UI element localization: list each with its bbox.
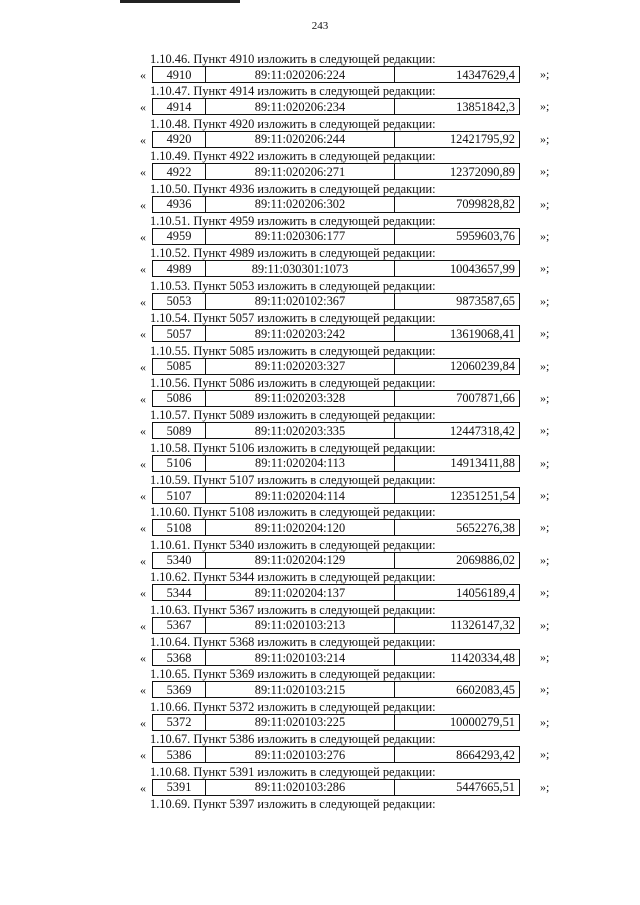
open-quote: «	[140, 262, 146, 277]
entry-heading: 1.10.64. Пункт 5368 изложить в следующей редакции:	[150, 635, 436, 650]
cadastral-number: 89:11:020206:224	[206, 67, 395, 83]
open-quote: «	[140, 391, 146, 406]
amendment-entry	[140, 408, 560, 440]
cadastral-value: 6602083,45	[395, 682, 520, 698]
entry-table	[152, 519, 520, 536]
entry-row	[140, 66, 560, 83]
entry-row	[140, 422, 560, 439]
entry-row	[140, 163, 560, 180]
table-row	[153, 488, 520, 504]
cadastral-number: 89:11:020203:327	[206, 358, 395, 374]
entry-row	[140, 293, 560, 310]
entry-table	[152, 260, 520, 277]
entry-row	[140, 746, 560, 763]
entry-heading: 1.10.68. Пункт 5391 изложить в следующей редакции:	[150, 764, 436, 779]
entry-heading: 1.10.46. Пункт 4910 изложить в следующей редакции:	[150, 52, 436, 66]
close-quote: »;	[540, 261, 550, 276]
cadastral-number: 89:11:020103:213	[206, 617, 395, 633]
table-row	[153, 261, 520, 277]
close-quote: »;	[540, 228, 550, 243]
cadastral-number: 89:11:020206:244	[206, 131, 395, 147]
item-number: 5369	[153, 682, 206, 698]
open-quote: «	[140, 618, 146, 633]
open-quote: «	[140, 456, 146, 471]
entry-row	[140, 131, 560, 148]
open-quote: «	[140, 489, 146, 504]
item-number: 4910	[153, 67, 206, 83]
open-quote: «	[140, 780, 146, 795]
amendment-entry	[140, 635, 560, 667]
cadastral-value: 12372090,89	[395, 164, 520, 180]
cadastral-value: 12351251,54	[395, 488, 520, 504]
item-number: 5107	[153, 488, 206, 504]
entry-table	[152, 163, 520, 180]
amendment-entry	[140, 441, 560, 473]
table-row	[153, 326, 520, 342]
table-row	[153, 552, 520, 568]
entry-table	[152, 66, 520, 83]
table-row	[153, 455, 520, 471]
open-quote: «	[140, 229, 146, 244]
entry-heading: 1.10.54. Пункт 5057 изложить в следующей редакции:	[150, 311, 436, 326]
cadastral-number: 89:11:020206:302	[206, 196, 395, 212]
entry-row	[140, 455, 560, 472]
item-number: 5368	[153, 650, 206, 666]
entry-table	[152, 325, 520, 342]
cadastral-number: 89:11:020204:120	[206, 520, 395, 536]
entry-table	[152, 293, 520, 310]
entry-row	[140, 519, 560, 536]
open-quote: «	[140, 327, 146, 342]
close-quote: »;	[540, 196, 550, 211]
cadastral-value: 13851842,3	[395, 99, 520, 115]
amendment-entry	[140, 538, 560, 570]
item-number: 4989	[153, 261, 206, 277]
entry-row	[140, 681, 560, 698]
open-quote: «	[140, 100, 146, 115]
table-row	[153, 682, 520, 698]
entry-row	[140, 714, 560, 731]
open-quote: «	[140, 748, 146, 763]
open-quote: «	[140, 586, 146, 601]
close-quote: »;	[540, 747, 550, 762]
amendment-entry	[140, 84, 560, 116]
cadastral-number: 89:11:020203:335	[206, 423, 395, 439]
table-row	[153, 714, 520, 730]
entries-list	[140, 52, 560, 797]
close-quote: »;	[540, 131, 550, 146]
entry-row	[140, 617, 560, 634]
amendment-entry	[140, 667, 560, 699]
open-quote: «	[140, 165, 146, 180]
close-quote: »;	[540, 779, 550, 794]
cadastral-value: 14056189,4	[395, 585, 520, 601]
entry-table	[152, 779, 520, 796]
open-quote: «	[140, 521, 146, 536]
entry-table	[152, 196, 520, 213]
table-row	[153, 520, 520, 536]
entry-heading: 1.10.53. Пункт 5053 изложить в следующей редакции:	[150, 278, 436, 293]
table-row	[153, 650, 520, 666]
open-quote: «	[140, 68, 146, 82]
entry-table	[152, 584, 520, 601]
cadastral-value: 14913411,88	[395, 455, 520, 471]
cadastral-number: 89:11:020306:177	[206, 228, 395, 244]
item-number: 5057	[153, 326, 206, 342]
table-row	[153, 390, 520, 406]
item-number: 5340	[153, 552, 206, 568]
amendment-entry	[140, 732, 560, 764]
entry-heading: 1.10.58. Пункт 5106 изложить в следующей редакции:	[150, 440, 436, 455]
entry-heading: 1.10.65. Пункт 5369 изложить в следующей редакции:	[150, 667, 436, 682]
item-number: 5108	[153, 520, 206, 536]
cadastral-number: 89:11:020206:234	[206, 99, 395, 115]
open-quote: «	[140, 359, 146, 374]
amendment-entry	[140, 376, 560, 408]
table-row	[153, 196, 520, 212]
entry-row	[140, 358, 560, 375]
amendment-entry	[140, 311, 560, 343]
top-rule	[120, 0, 240, 3]
cadastral-value: 2069886,02	[395, 552, 520, 568]
cadastral-value: 5959603,76	[395, 228, 520, 244]
cadastral-value: 5447665,51	[395, 779, 520, 795]
entry-table	[152, 422, 520, 439]
cadastral-number: 89:11:020103:214	[206, 650, 395, 666]
entry-table	[152, 649, 520, 666]
open-quote: «	[140, 132, 146, 147]
close-quote: »;	[540, 617, 550, 632]
amendment-entry	[140, 182, 560, 214]
close-quote: »;	[540, 293, 550, 308]
cadastral-value: 10000279,51	[395, 714, 520, 730]
table-row	[153, 585, 520, 601]
cadastral-number: 89:11:020204:137	[206, 585, 395, 601]
close-quote: »;	[540, 326, 550, 341]
cadastral-value: 14347629,4	[395, 67, 520, 83]
item-number: 5344	[153, 585, 206, 601]
close-quote: »;	[540, 585, 550, 600]
cadastral-number: 89:11:030301:1073	[206, 261, 395, 277]
entry-table	[152, 746, 520, 763]
open-quote: «	[140, 294, 146, 309]
entry-heading: 1.10.63. Пункт 5367 изложить в следующей редакции:	[150, 602, 436, 617]
amendment-entry	[140, 246, 560, 278]
item-number: 5391	[153, 779, 206, 795]
entry-table	[152, 131, 520, 148]
table-row	[153, 99, 520, 115]
entry-row	[140, 779, 560, 796]
cadastral-number: 89:11:020103:215	[206, 682, 395, 698]
entry-row	[140, 584, 560, 601]
open-quote: «	[140, 715, 146, 730]
entry-row	[140, 390, 560, 407]
close-quote: »;	[540, 650, 550, 665]
entry-heading: 1.10.60. Пункт 5108 изложить в следующей редакции:	[150, 505, 436, 520]
item-number: 5086	[153, 390, 206, 406]
entry-row	[140, 260, 560, 277]
table-row	[153, 747, 520, 763]
cadastral-value: 7007871,66	[395, 390, 520, 406]
table-row	[153, 131, 520, 147]
cadastral-value: 10043657,99	[395, 261, 520, 277]
entry-heading: 1.10.61. Пункт 5340 изложить в следующей редакции:	[150, 537, 436, 552]
document-body	[140, 52, 560, 811]
entry-table	[152, 98, 520, 115]
cadastral-number: 89:11:020204:113	[206, 455, 395, 471]
amendment-entry	[140, 214, 560, 246]
close-quote: »;	[540, 682, 550, 697]
close-quote: »;	[540, 423, 550, 438]
close-quote: »;	[540, 455, 550, 470]
entry-table	[152, 487, 520, 504]
amendment-entry	[140, 149, 560, 181]
entry-row	[140, 228, 560, 245]
cadastral-value: 11326147,32	[395, 617, 520, 633]
entry-heading: 1.10.52. Пункт 4989 изложить в следующей редакции:	[150, 246, 436, 261]
cadastral-value: 9873587,65	[395, 293, 520, 309]
amendment-entry	[140, 473, 560, 505]
entry-heading: 1.10.55. Пункт 5085 изложить в следующей редакции:	[150, 343, 436, 358]
amendment-entry	[140, 765, 560, 797]
cadastral-number: 89:11:020103:225	[206, 714, 395, 730]
item-number: 5106	[153, 455, 206, 471]
page-number: 243	[311, 20, 329, 32]
cadastral-value: 11420334,48	[395, 650, 520, 666]
amendment-entry	[140, 603, 560, 635]
cadastral-value: 12447318,42	[395, 423, 520, 439]
table-row	[153, 67, 520, 83]
amendment-entry	[140, 117, 560, 149]
entry-row	[140, 552, 560, 569]
amendment-entry	[140, 279, 560, 311]
item-number: 5372	[153, 714, 206, 730]
cadastral-number: 89:11:020206:271	[206, 164, 395, 180]
item-number: 4920	[153, 131, 206, 147]
table-row	[153, 164, 520, 180]
entry-table	[152, 228, 520, 245]
entry-table	[152, 390, 520, 407]
item-number: 5089	[153, 423, 206, 439]
table-row	[153, 293, 520, 309]
open-quote: «	[140, 651, 146, 666]
entry-row	[140, 98, 560, 115]
entry-row	[140, 649, 560, 666]
close-quote: »;	[540, 552, 550, 567]
item-number: 4959	[153, 228, 206, 244]
cadastral-number: 89:11:020102:367	[206, 293, 395, 309]
item-number: 5085	[153, 358, 206, 374]
cadastral-number: 89:11:020204:129	[206, 552, 395, 568]
cadastral-value: 13619068,41	[395, 326, 520, 342]
close-quote: »;	[540, 164, 550, 179]
entry-row	[140, 487, 560, 504]
close-quote: »;	[540, 67, 550, 81]
table-row	[153, 779, 520, 795]
entry-heading: 1.10.48. Пункт 4920 изложить в следующей редакции:	[150, 116, 436, 131]
entry-heading: 1.10.66. Пункт 5372 изложить в следующей редакции:	[150, 699, 436, 714]
close-quote: »;	[540, 488, 550, 503]
item-number: 4936	[153, 196, 206, 212]
cadastral-number: 89:11:020103:276	[206, 747, 395, 763]
table-row	[153, 358, 520, 374]
cadastral-value: 8664293,42	[395, 747, 520, 763]
entry-heading: 1.10.57. Пункт 5089 изложить в следующей редакции:	[150, 408, 436, 423]
entry-table	[152, 617, 520, 634]
final-heading: 1.10.69. Пункт 5397 изложить в следующей редакции:	[150, 796, 436, 811]
entry-heading: 1.10.47. Пункт 4914 изложить в следующей редакции:	[150, 84, 436, 99]
item-number: 5367	[153, 617, 206, 633]
cadastral-number: 89:11:020203:242	[206, 326, 395, 342]
entry-table	[152, 681, 520, 698]
entry-table	[152, 714, 520, 731]
close-quote: »;	[540, 358, 550, 373]
entry-table	[152, 358, 520, 375]
item-number: 4914	[153, 99, 206, 115]
table-row	[153, 617, 520, 633]
entry-heading: 1.10.56. Пункт 5086 изложить в следующей редакции:	[150, 375, 436, 390]
amendment-entry	[140, 700, 560, 732]
amendment-entry	[140, 344, 560, 376]
table-row	[153, 228, 520, 244]
close-quote: »;	[540, 714, 550, 729]
item-number: 5053	[153, 293, 206, 309]
entry-heading: 1.10.50. Пункт 4936 изложить в следующей редакции:	[150, 181, 436, 196]
cadastral-number: 89:11:020103:286	[206, 779, 395, 795]
amendment-entry	[140, 505, 560, 537]
close-quote: »;	[540, 99, 550, 114]
entry-heading: 1.10.62. Пункт 5344 изложить в следующей редакции:	[150, 570, 436, 585]
open-quote: «	[140, 553, 146, 568]
amendment-entry	[140, 570, 560, 602]
cadastral-value: 7099828,82	[395, 196, 520, 212]
cadastral-value: 12060239,84	[395, 358, 520, 374]
item-number: 5386	[153, 747, 206, 763]
table-row	[153, 423, 520, 439]
cadastral-number: 89:11:020203:328	[206, 390, 395, 406]
close-quote: »;	[540, 520, 550, 535]
entry-row	[140, 325, 560, 342]
item-number: 4922	[153, 164, 206, 180]
open-quote: «	[140, 197, 146, 212]
open-quote: «	[140, 424, 146, 439]
entry-row	[140, 196, 560, 213]
entry-table	[152, 552, 520, 569]
open-quote: «	[140, 683, 146, 698]
entry-heading: 1.10.59. Пункт 5107 изложить в следующей редакции:	[150, 473, 436, 488]
entry-table	[152, 455, 520, 472]
cadastral-value: 5652276,38	[395, 520, 520, 536]
entry-heading: 1.10.49. Пункт 4922 изложить в следующей редакции:	[150, 149, 436, 164]
cadastral-value: 12421795,92	[395, 131, 520, 147]
amendment-entry	[140, 52, 560, 84]
close-quote: »;	[540, 390, 550, 405]
entry-heading: 1.10.67. Пункт 5386 изложить в следующей редакции:	[150, 732, 436, 747]
entry-heading: 1.10.51. Пункт 4959 изложить в следующей редакции:	[150, 213, 436, 228]
cadastral-number: 89:11:020204:114	[206, 488, 395, 504]
